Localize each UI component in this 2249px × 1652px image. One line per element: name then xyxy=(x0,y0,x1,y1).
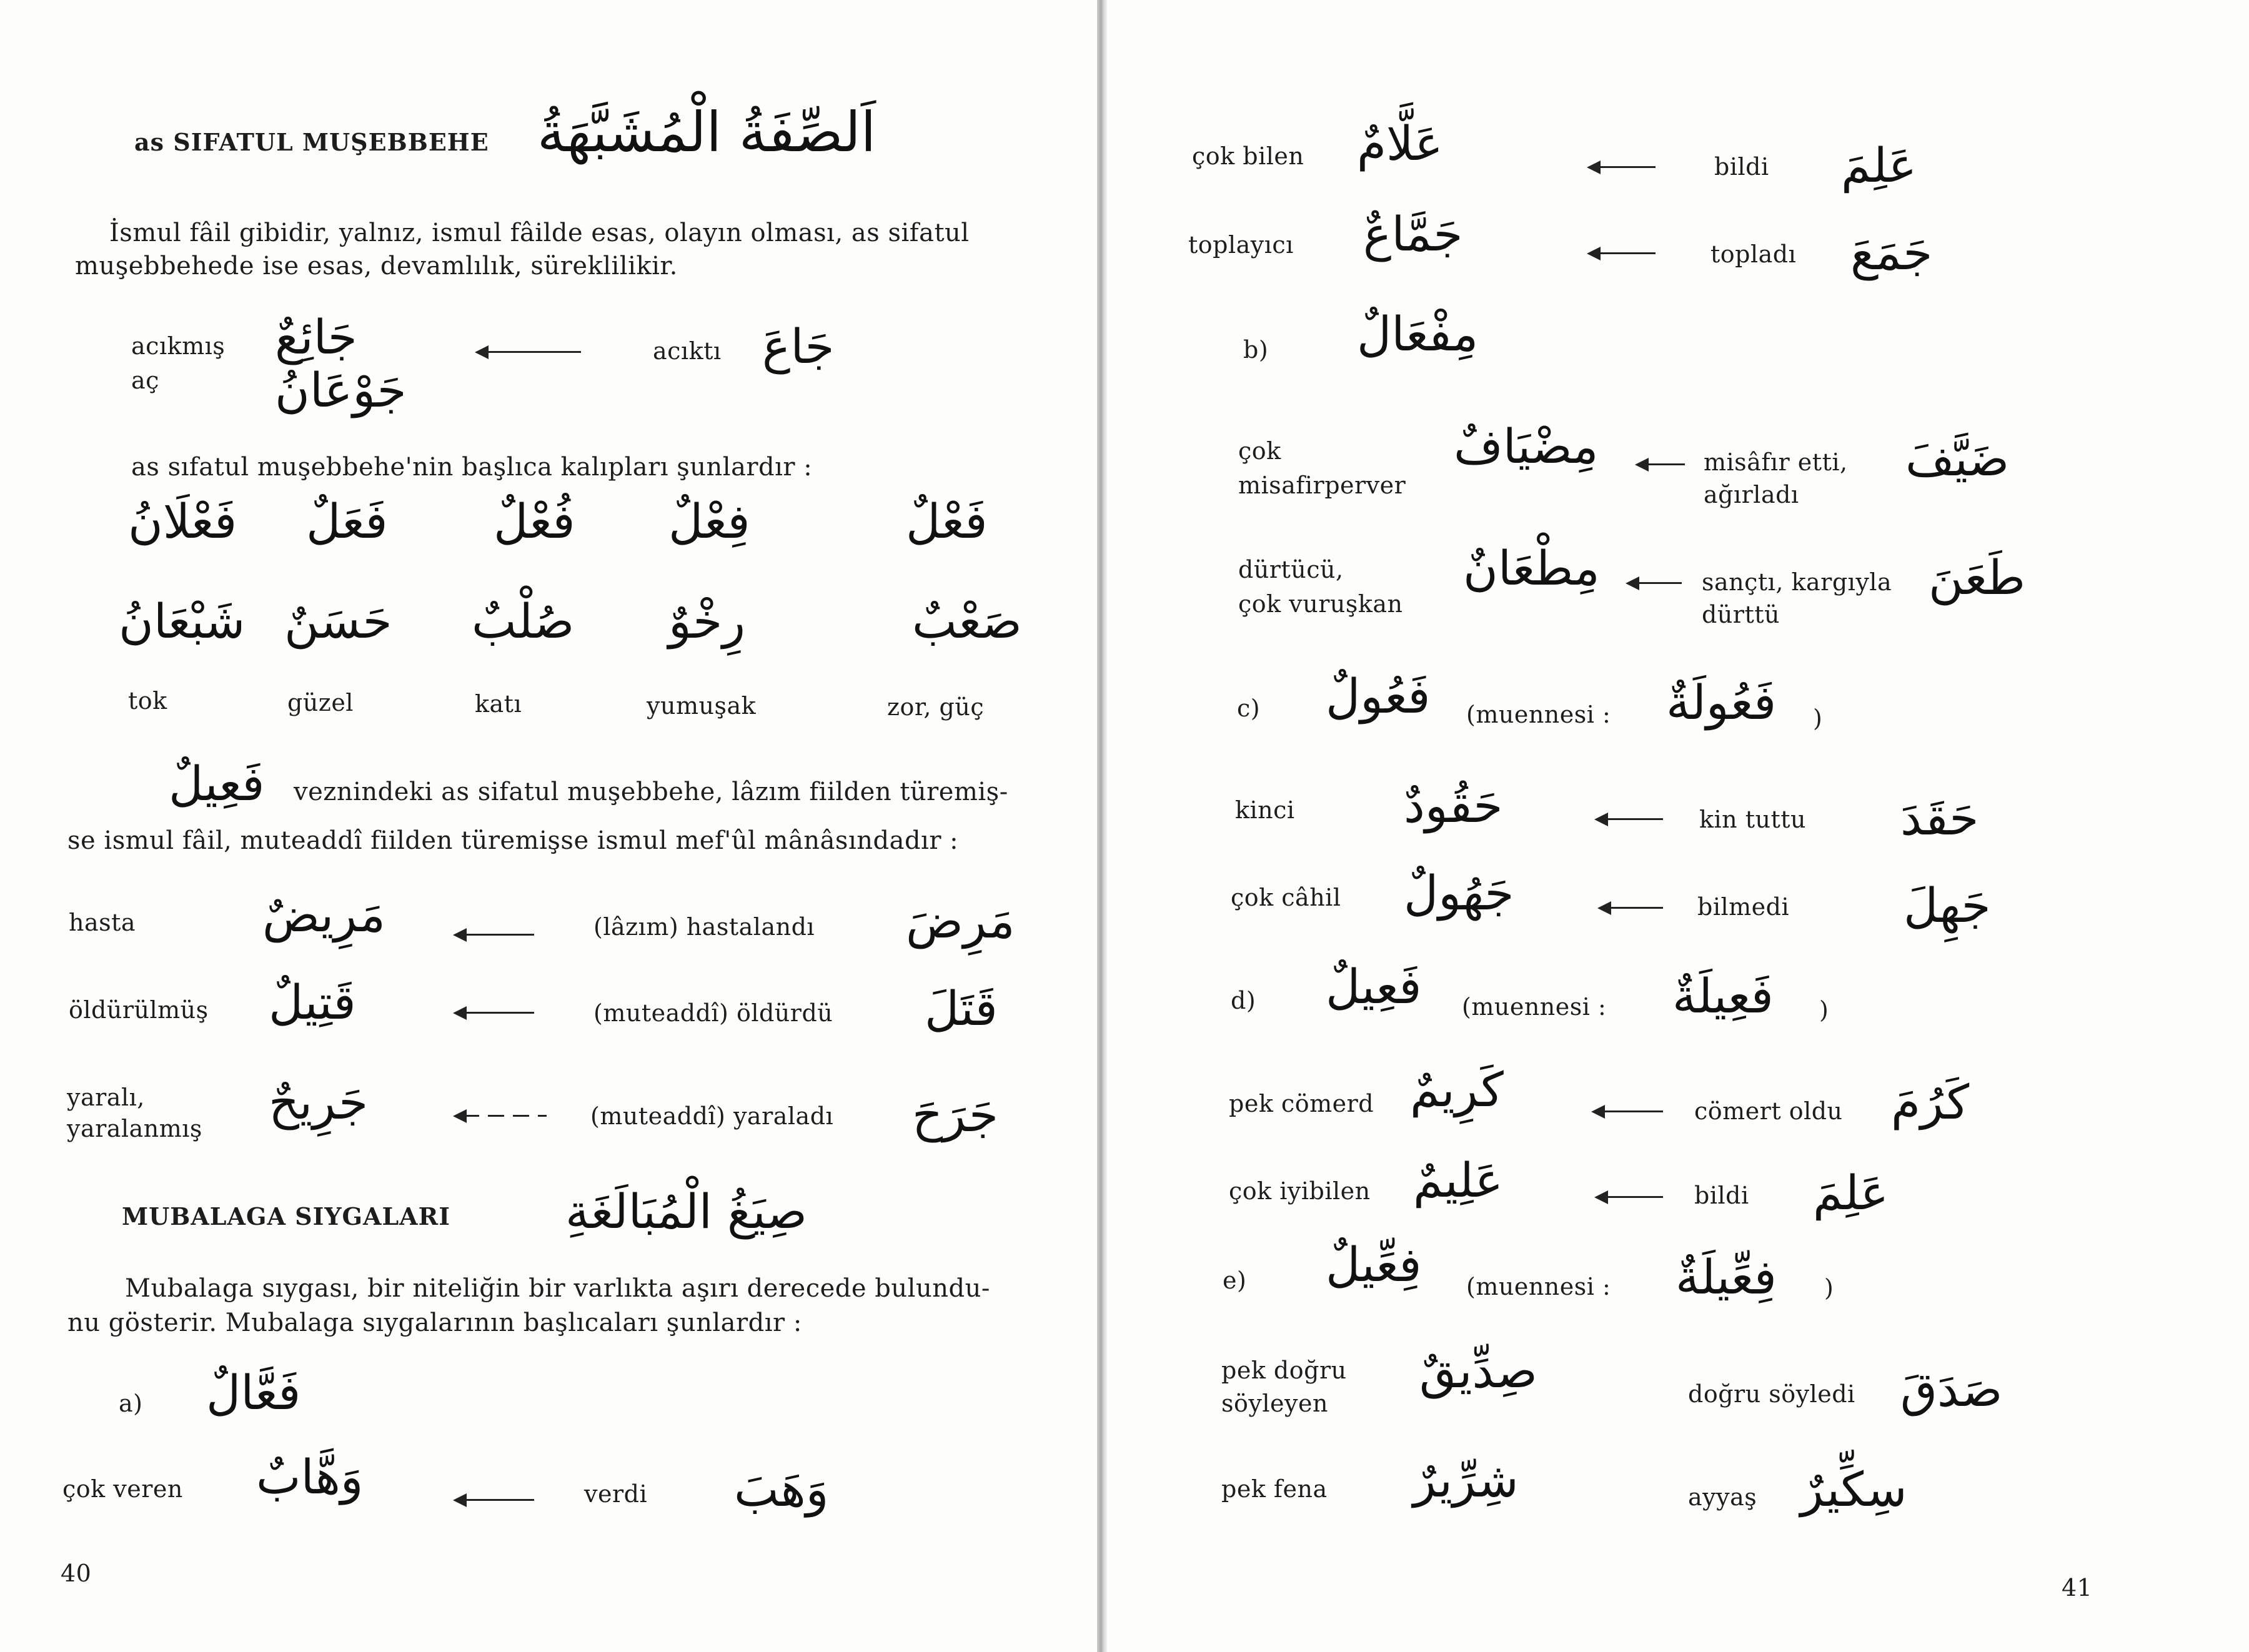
item-c-pattern: فَعُولٌ xyxy=(1326,668,1431,724)
a-row-2-meaning: çok bilen xyxy=(1192,142,1304,170)
fail-text-line2: se ismul fâil, muteaddî fiilden türemişse ismul mef'ûl mânâsındadır : xyxy=(67,826,959,855)
item-d-pattern: فَعِيلٌ xyxy=(1326,959,1422,1014)
arrow xyxy=(453,934,534,936)
a-row-3-meaning: toplayıcı xyxy=(1188,231,1294,259)
arrow xyxy=(1626,582,1682,585)
c-row-2-meaning: çok câhil xyxy=(1231,884,1341,911)
e-row-1-verb-meaning: doğru söyledi xyxy=(1688,1380,1855,1408)
example-arabic-1: جَائِعٌ xyxy=(275,309,357,365)
fail-row-2-meaning: öldürülmüş xyxy=(69,996,209,1024)
example-arabic-2: جَوْعَانُ xyxy=(275,362,407,418)
c-muennes-arabic: فَعُولَةٌ xyxy=(1666,675,1777,730)
pattern-example-4: حَسَنٌ xyxy=(284,593,392,649)
arrow xyxy=(1591,1110,1663,1113)
item-d-label: d) xyxy=(1231,987,1256,1014)
item-a-label: a) xyxy=(119,1390,143,1417)
right-page xyxy=(1107,0,2249,1652)
example-meaning-2: aç xyxy=(131,367,159,394)
pattern-4: فَعَلٌ xyxy=(306,493,388,549)
a-row-3-arabic: جَمَّاعٌ xyxy=(1363,206,1463,262)
fail-row-1-meaning: hasta xyxy=(69,909,136,936)
e-muennes-label: (muennesi : xyxy=(1466,1273,1611,1300)
c-row-1-verb-arabic: حَقَدَ xyxy=(1900,790,1979,846)
c-row-2-verb-arabic: جَهِلَ xyxy=(1904,878,1991,933)
fail-row-3-verb-meaning: (muteaddî) yaraladı xyxy=(590,1102,834,1130)
arrow xyxy=(453,1499,534,1501)
e-row-2-verb-meaning: ayyaş xyxy=(1688,1483,1757,1511)
b-row-2-verb-meaning-1: sançtı, kargıyla xyxy=(1702,568,1892,596)
c-row-1-arabic: حَقُودٌ xyxy=(1404,778,1503,833)
e-row-1-verb-arabic: صَدَقَ xyxy=(1900,1362,2003,1417)
e-muennes-arabic: فِعِّيلَةٌ xyxy=(1676,1249,1777,1305)
pattern-meaning-4: güzel xyxy=(287,689,354,716)
section-title-arabic: اَلصِّفَةُ الْمُشَبَّهَةُ xyxy=(537,100,876,164)
e-row-1-meaning-2: söyleyen xyxy=(1221,1390,1328,1417)
verb-meaning: acıktı xyxy=(653,337,722,365)
d-row-2-meaning: çok iyibilen xyxy=(1229,1177,1371,1205)
b-row-2-meaning-2: çok vuruşkan xyxy=(1238,590,1403,618)
e-close-paren: ) xyxy=(1824,1274,1834,1302)
fail-row-2-verb-meaning: (muteaddî) öldürdü xyxy=(593,999,833,1027)
page-number: 41 xyxy=(2062,1574,2093,1601)
d-close-paren: ) xyxy=(1819,996,1829,1024)
a-row-arabic: وَهَّابٌ xyxy=(256,1449,364,1505)
fail-row-3-verb-arabic: جَرَحَ xyxy=(912,1087,998,1142)
e-row-2-meaning: pek fena xyxy=(1221,1475,1328,1503)
c-row-2-arabic: جَهُولٌ xyxy=(1404,865,1514,921)
a-row-verb-meaning: verdi xyxy=(584,1480,648,1508)
e-row-1-meaning-1: pek doğru xyxy=(1221,1357,1347,1384)
b-row-1-arabic: مِضْيَافٌ xyxy=(1454,418,1599,474)
fail-row-1-verb-meaning: (lâzım) hastalandı xyxy=(593,913,815,941)
fail-row-1-verb-arabic: مَرِضَ xyxy=(906,893,1015,949)
d-row-2-arabic: عَلِيمٌ xyxy=(1413,1152,1504,1208)
fail-text-line1: veznindeki as sifatul muşebbehe, lâzım fiilden türemiş- xyxy=(294,778,1008,806)
b-row-1-meaning-1: çok xyxy=(1238,437,1281,465)
fail-row-3-arabic: جَرِيحٌ xyxy=(269,1074,369,1130)
c-row-1-meaning: kinci xyxy=(1235,796,1295,824)
mubalaga-title-arabic: صِيَغُ الْمُبَالَغَةِ xyxy=(565,1184,807,1239)
a-row-meaning: çok veren xyxy=(62,1475,183,1503)
a-row-3-verb-meaning: topladı xyxy=(1710,240,1797,268)
fail-row-2-arabic: قَتِيلٌ xyxy=(269,974,356,1030)
fail-row-3-meaning-1: yaralı, xyxy=(67,1084,145,1111)
arrow xyxy=(1594,818,1663,821)
mubalaga-text-line2: nu gösterir. Mubalaga sıygalarının başlıcaları şunlardır : xyxy=(67,1308,802,1337)
a-row-verb-arabic: وَهَبَ xyxy=(734,1462,829,1517)
item-c-label: c) xyxy=(1237,695,1261,722)
b-row-2-arabic: مِطْعَانٌ xyxy=(1463,540,1600,596)
mubalaga-title: MUBALAGA SIYGALARI xyxy=(122,1202,451,1230)
e-row-2-arabic: شِرِّيرٌ xyxy=(1413,1452,1519,1508)
section-title: as SIFATUL MUŞEBBEHE xyxy=(134,128,489,156)
pattern-example-2: رِخْوٌ xyxy=(668,593,745,649)
b-row-1-meaning-2: misafirperver xyxy=(1238,472,1406,499)
d-muennes-arabic: فَعِيلَةٌ xyxy=(1672,968,1774,1024)
a-row-2-verb-meaning: bildi xyxy=(1714,153,1769,181)
example-meaning-1: acıkmış xyxy=(131,332,226,360)
d-muennes-label: (muennesi : xyxy=(1462,993,1607,1021)
fail-pattern-arabic: فَعِيلٌ xyxy=(169,756,265,811)
pattern-meaning-3: katı xyxy=(475,690,522,718)
pattern-2: فِعْلٌ xyxy=(668,493,750,549)
b-row-2-verb-meaning-2: dürttü xyxy=(1702,601,1780,628)
arrow xyxy=(1587,252,1656,255)
a-row-2-verb-arabic: عَلِمَ xyxy=(1841,137,1917,193)
arrow xyxy=(1587,166,1656,169)
pattern-5: فَعْلَانُ xyxy=(128,493,237,549)
arrow xyxy=(1597,907,1663,909)
book-spine xyxy=(1097,0,1107,1652)
d-row-1-verb-arabic: كَرُمَ xyxy=(1891,1074,1970,1130)
patterns-intro: as sıfatul muşebbehe'nin başlıca kalıpları şunlardır : xyxy=(131,453,813,482)
c-row-2-verb-meaning: bilmedi xyxy=(1697,893,1790,921)
a-row-3-verb-arabic: جَمَعَ xyxy=(1850,225,1933,280)
d-row-2-verb-meaning: bildi xyxy=(1694,1182,1749,1209)
d-row-1-meaning: pek cömerd xyxy=(1229,1090,1374,1117)
d-row-1-arabic: كَرِيمٌ xyxy=(1410,1062,1504,1117)
b-row-1-verb-meaning-1: misâfır etti, xyxy=(1704,448,1848,476)
b-row-1-verb-meaning-2: ağırladı xyxy=(1704,481,1799,508)
pattern-example-5: شَبْعَانُ xyxy=(119,593,246,649)
pattern-example-1: صَعْبٌ xyxy=(912,593,1022,649)
page-number: 40 xyxy=(61,1560,92,1587)
pattern-meaning-5: tok xyxy=(128,687,167,715)
arrow xyxy=(453,1012,534,1014)
item-e-pattern: فِعِّيلٌ xyxy=(1326,1237,1422,1292)
b-row-1-verb-arabic: ضَيَّفَ xyxy=(1905,431,2010,487)
pattern-meaning-1: zor, güç xyxy=(887,693,985,721)
fail-row-1-arabic: مَرِيضٌ xyxy=(262,887,385,942)
item-e-label: e) xyxy=(1223,1267,1247,1294)
item-a-pattern: فَعَّالٌ xyxy=(206,1365,301,1420)
pattern-example-3: صُلْبٌ xyxy=(472,593,575,649)
arrow xyxy=(453,1115,547,1117)
e-row-2-verb-arabic: سِكِّيرٌ xyxy=(1800,1462,1907,1517)
pattern-1: فَعْلٌ xyxy=(906,493,988,549)
arrow xyxy=(475,351,581,354)
arrow xyxy=(1594,1196,1663,1199)
item-b-pattern: مِفْعَالٌ xyxy=(1357,306,1479,362)
mubalaga-text-line1: Mubalaga sıygası, bir niteliğin bir varlıkta aşırı derecede bulundu- xyxy=(125,1274,990,1303)
pattern-meaning-2: yumuşak xyxy=(647,692,757,720)
c-close-paren: ) xyxy=(1813,705,1823,732)
item-b-label: b) xyxy=(1243,336,1269,364)
verb-arabic: جَاعَ xyxy=(762,319,835,374)
e-row-1-arabic: صِدِّيقٌ xyxy=(1419,1343,1537,1398)
left-page xyxy=(0,0,1097,1652)
intro-text-line2: muşebbehede ise esas, devamlılık, süreklilikir. xyxy=(75,252,678,280)
arrow xyxy=(1635,463,1685,466)
intro-text-line1: İsmul fâil gibidir, yalnız, ismul fâilde esas, olayın olması, as sifatul xyxy=(109,219,970,247)
pattern-3: فُعْلٌ xyxy=(494,493,575,549)
fail-row-2-verb-arabic: قَتَلَ xyxy=(925,981,998,1036)
b-row-2-verb-arabic: طَعَنَ xyxy=(1929,550,2026,605)
d-row-2-verb-arabic: عَلِمَ xyxy=(1813,1165,1889,1220)
c-muennes-label: (muennesi : xyxy=(1466,701,1611,728)
b-row-2-meaning-1: dürtücü, xyxy=(1238,556,1344,583)
c-row-1-verb-meaning: kin tuttu xyxy=(1699,806,1806,833)
a-row-2-arabic: عَلَّامٌ xyxy=(1357,116,1443,171)
d-row-1-verb-meaning: cömert oldu xyxy=(1694,1097,1843,1125)
fail-row-3-meaning-2: yaralanmış xyxy=(67,1115,202,1142)
